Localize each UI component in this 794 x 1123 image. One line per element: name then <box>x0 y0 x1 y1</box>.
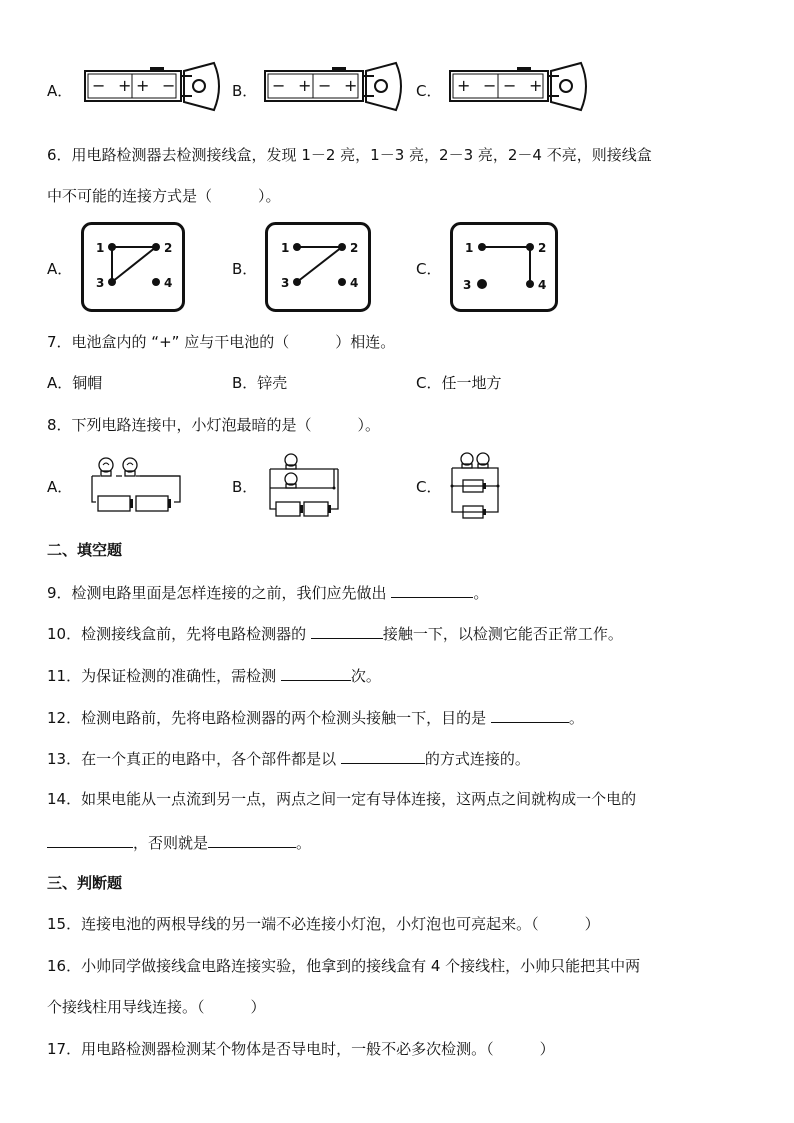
q8-option-b-label: B． <box>232 478 258 496</box>
q17 <box>47 1039 555 1059</box>
q5-option-a-label: A． <box>47 82 73 100</box>
q5-b-sign-1: − <box>272 76 286 95</box>
q5-a-sign-4: − <box>162 76 176 95</box>
q13 <box>47 747 530 769</box>
q13-text-post: 的方式连接的。 <box>424 750 530 768</box>
q11-text-post: 次。 <box>350 667 381 685</box>
q17-text-pre: 17．用电路检测器检测某个物体是否导电时，一般不必多次检测。（ <box>47 1040 494 1058</box>
q5-a-sign-1: − <box>92 76 106 95</box>
q5-flashlight-c <box>449 62 589 114</box>
q10 <box>47 622 623 644</box>
q13-text-pre: 13．在一个真正的电路中，各个部件都是以 <box>47 750 337 768</box>
q5-flashlight-a <box>84 62 220 114</box>
section-3-heading: 三、判断题 <box>47 874 123 892</box>
q9-text-pre: 9．检测电路里面是怎样连接的之前，我们应先做出 <box>47 584 387 602</box>
q9 <box>47 581 488 603</box>
q14-line2 <box>47 831 311 853</box>
q16-line1: 16．小帅同学做接线盒电路连接实验，他拿到的接线盒有 4 个接线柱，小帅只能把其中两 <box>47 957 641 975</box>
q6-b-terminal-1: 1 <box>281 241 290 255</box>
q8-circuit-a <box>88 452 184 518</box>
q10-text-pre: 10．检测接线盒前，先将电路检测器的 <box>47 625 307 643</box>
q9-text-post: 。 <box>473 584 489 602</box>
q6-a-terminal-1: 1 <box>96 241 105 255</box>
q5-flashlight-b <box>264 62 404 114</box>
q13-blank[interactable] <box>341 747 425 764</box>
q5-c-sign-4: + <box>529 76 543 95</box>
q8-circuit-b <box>268 450 340 520</box>
q6-b-terminal-3: 3 <box>281 276 290 290</box>
q6-b-terminal-4: 4 <box>350 276 359 290</box>
q15 <box>47 914 600 934</box>
q6-c-terminal-3: 3 <box>463 278 472 292</box>
q12-text-post: 。 <box>568 709 584 727</box>
q6-text-line1: 6．用电路检测器去检测接线盒，发现 1－2 亮，1－3 亮，2－3 亮，2－4 不亮，则接线盒 <box>47 146 652 164</box>
q14-text-post: 。 <box>296 834 312 852</box>
q15-text-pre: 15．连接电池的两根导线的另一端不必连接小灯泡，小灯泡也可亮起来。（ <box>47 915 539 933</box>
q7-option-a[interactable]: A．铜帽 <box>47 374 103 392</box>
q8-text-pre: 8．下列电路连接中，小灯泡最暗的是（ <box>47 416 312 434</box>
q6-a-terminal-3: 3 <box>96 276 105 290</box>
q6-option-c-label: C． <box>416 260 442 278</box>
q14-blank-1[interactable] <box>47 831 133 848</box>
q14-blank-2[interactable] <box>208 831 296 848</box>
q5-a-sign-2: + <box>118 76 132 95</box>
q10-blank[interactable] <box>311 622 383 639</box>
q6-a-terminal-4: 4 <box>164 276 173 290</box>
q6-text-pre: 中不可能的连接方式是（ <box>47 187 213 205</box>
q7-text-pre: 7．电池盒内的 “+” 应与干电池的（ <box>47 333 290 351</box>
q7-option-c[interactable]: C．任一地方 <box>416 374 502 392</box>
q6-a-terminal-2: 2 <box>164 241 173 255</box>
q6-option-a-label: A． <box>47 260 73 278</box>
q6-b-terminal-2: 2 <box>350 241 359 255</box>
q11-blank[interactable] <box>281 664 351 681</box>
q17-text-post: ） <box>539 1040 555 1058</box>
q5-c-sign-3: − <box>503 76 517 95</box>
q6-text-post: ）。 <box>258 187 281 205</box>
q14-text-mid: ，否则就是 <box>133 834 209 852</box>
q5-b-sign-4: + <box>344 76 358 95</box>
q14-line1: 14．如果电能从一点流到另一点，两点之间一定有导体连接，这两点之间就构成一个电的 <box>47 790 637 808</box>
q6-option-b-label: B． <box>232 260 258 278</box>
q5-option-b-label: B． <box>232 82 258 100</box>
q9-blank[interactable] <box>391 581 473 598</box>
q5-a-sign-3: + <box>136 76 150 95</box>
q6-c-terminal-4: 4 <box>538 278 547 292</box>
q11-text-pre: 11．为保证检测的准确性，需检测 <box>47 667 277 685</box>
q8-option-a-label: A． <box>47 478 73 496</box>
q5-b-sign-2: + <box>298 76 312 95</box>
q5-b-sign-3: − <box>318 76 332 95</box>
q7-text-post: ）相连。 <box>335 333 396 351</box>
q8-circuit-c <box>450 450 500 520</box>
q12-blank[interactable] <box>491 706 569 723</box>
q6-c-terminal-1: 1 <box>465 241 474 255</box>
q7-text <box>47 332 395 352</box>
section-2-heading: 二、填空题 <box>47 541 123 559</box>
q6-c-terminal-2: 2 <box>538 241 547 255</box>
q12-text-pre: 12．检测电路前，先将电路检测器的两个检测头接触一下，目的是 <box>47 709 487 727</box>
q11 <box>47 664 381 686</box>
q8-option-c-label: C． <box>416 478 442 496</box>
q6-junction-box-a <box>81 222 185 312</box>
q5-option-c-label: C． <box>416 82 442 100</box>
q6-text-line2 <box>47 186 281 206</box>
q16-line2 <box>47 997 266 1017</box>
q16-text-pre: 个接线柱用导线连接。（ <box>47 998 205 1016</box>
q10-text-post: 接触一下，以检测它能否正常工作。 <box>382 625 623 643</box>
q8-text-post: ）。 <box>357 416 381 434</box>
q5-c-sign-1: + <box>457 76 471 95</box>
q6-junction-box-b <box>265 222 371 312</box>
q5-c-sign-2: − <box>483 76 497 95</box>
q7-option-b[interactable]: B．锌壳 <box>232 374 288 392</box>
q16-text-post: ） <box>250 998 266 1016</box>
q8-text <box>47 415 380 435</box>
q15-text-post: ） <box>584 915 600 933</box>
q6-junction-box-c <box>450 222 558 312</box>
q12 <box>47 706 584 728</box>
